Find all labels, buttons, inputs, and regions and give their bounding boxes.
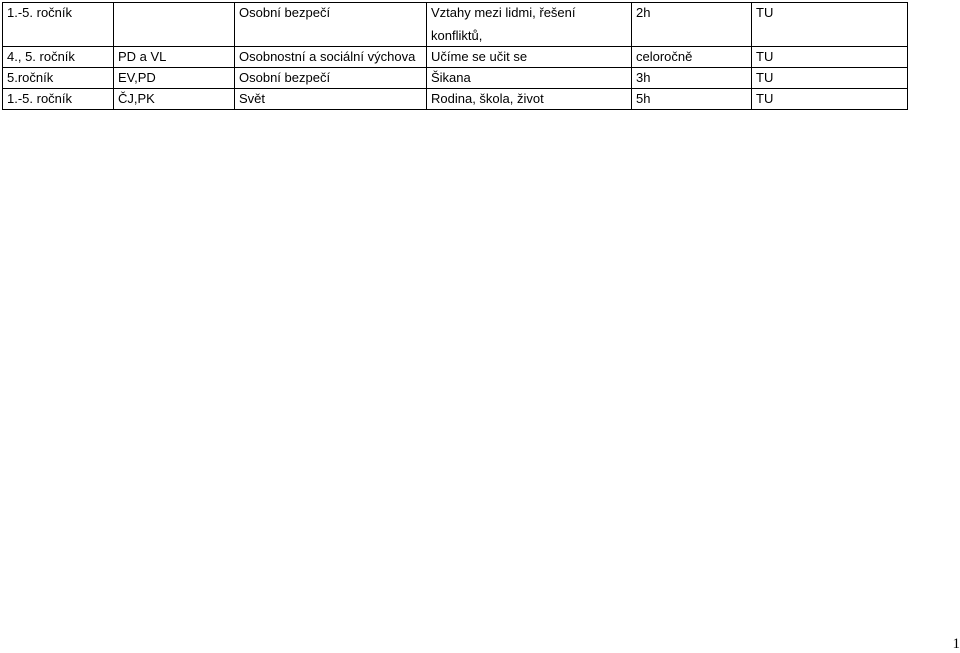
cell-subject: PD a VL [114,47,235,68]
cell-subject: ČJ,PK [114,89,235,110]
cell-subject: EV,PD [114,68,235,89]
table-row [3,89,908,110]
cell-grade: 5.ročník [3,68,114,89]
table-row [3,68,908,89]
cell-hours: 2h [632,3,752,47]
cell-theme: Osobní bezpečí [235,68,427,89]
cell-grade: 1.-5. ročník [3,89,114,110]
cell-theme: Svět [235,89,427,110]
cell-form: TU [752,89,908,110]
cell-hours: celoročně [632,47,752,68]
program-table [2,2,908,110]
cell-topic: Rodina, škola, život [427,89,632,110]
cell-grade: 1.-5. ročník [3,3,114,47]
cell-theme: Osobnostní a sociální výchova [235,47,427,68]
page-number: 1 [952,636,960,652]
cell-form: TU [752,68,908,89]
cell-topic [427,3,632,47]
cell-hours: 5h [632,89,752,110]
cell-hours: 3h [632,68,752,89]
cell-topic: Šikana [427,68,632,89]
table-row [3,3,908,47]
cell-theme: Osobní bezpečí [235,3,427,47]
cell-topic-line: Vztahy mezi lidmi, řešení [431,5,576,20]
cell-topic: Učíme se učit se [427,47,632,68]
cell-form: TU [752,47,908,68]
cell-form: TU [752,3,908,47]
cell-grade: 4., 5. ročník [3,47,114,68]
table-row [3,47,908,68]
cell-topic-line: konfliktů, [431,28,483,43]
cell-subject [114,3,235,47]
